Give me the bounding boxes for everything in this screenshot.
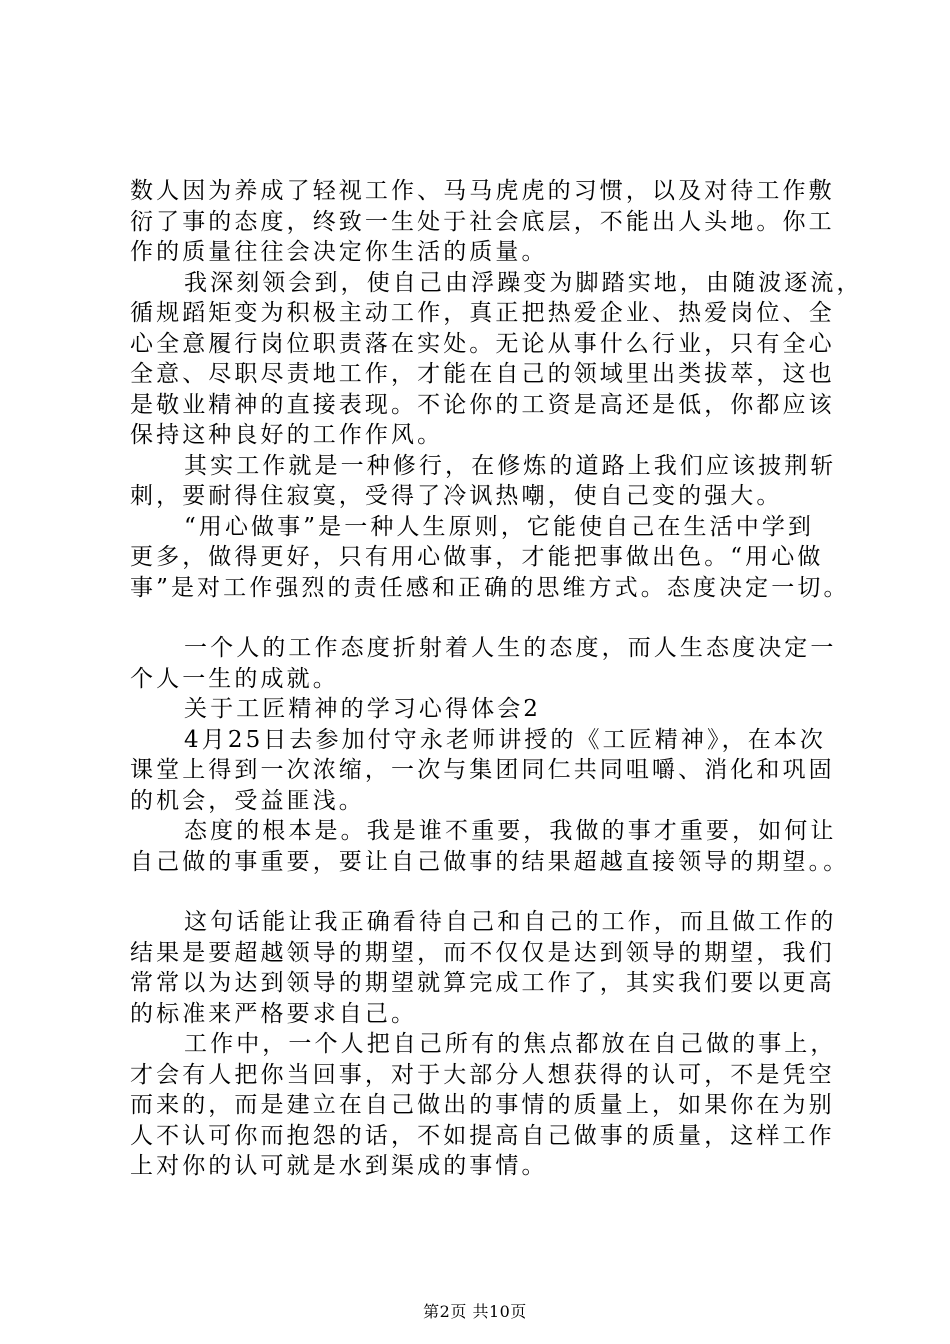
text-line: 心全意履行岗位职责落在实处。无论从事什么行业，只有全心 <box>130 330 835 357</box>
text-line: 课堂上得到一次浓缩，一次与集团同仁共同咀嚼、消化和巩固 <box>130 757 835 783</box>
text-line: 才会有人把你当回事，对于大部分人想获得的认可，不是凭空 <box>130 1061 835 1088</box>
text-line: 态度的根本是。我是谁不重要，我做的事才重要，如何让 <box>184 818 837 844</box>
text-line: 事”是对工作强烈的责任感和正确的思维方式。态度决定一切。 <box>130 574 850 601</box>
text-line: 更多，做得更好，只有用心做事，才能把事做出色。“用心做 <box>130 544 824 570</box>
text-line: 这句话能让我正确看待自己和自己的工作，而且做工作的 <box>184 909 837 935</box>
text-line: 而来的，而是建立在自己做出的事情的质量上，如果你在为别 <box>130 1092 835 1118</box>
text-line: 常常以为达到领导的期望就算完成工作了，其实我们要以更高 <box>130 970 835 996</box>
text-line: 上对你的认可就是水到渠成的事情。 <box>130 1153 548 1179</box>
text-line: 4月25日去参加付守永老师讲授的《工匠精神》，在本次 <box>184 726 826 753</box>
text-line: 的机会，受益匪浅。 <box>130 787 365 814</box>
text-line: 关于工匠精神的学习心得体会2 <box>184 696 542 722</box>
paragraph-spacer <box>130 877 840 907</box>
text-line: 结果是要超越领导的期望，而不仅仅是达到领导的期望，我们 <box>130 939 835 966</box>
text-line: 数人因为养成了轻视工作、马马虎虎的习惯，以及对待工作敷 <box>130 178 835 204</box>
text-line: 作的质量往往会决定你生活的质量。 <box>130 239 548 265</box>
document-body <box>130 176 863 1182</box>
text-line: 工作中，一个人把自己所有的焦点都放在自己做的事上， <box>184 1031 837 1057</box>
text-line: 自己做的事重要，要让自己做事的结果超越直接领导的期望。。 <box>130 848 850 875</box>
text-line: 刺，要耐得住寂寞，受得了冷讽热嘲，使自己变的强大。 <box>130 483 783 509</box>
text-line: 人不认可你而抱怨的话，不如提高自己做事的质量，这样工作 <box>130 1122 835 1149</box>
text-line: 我深刻领会到，使自己由浮躁变为脚踏实地，由随波逐流， <box>184 269 863 296</box>
text-line: 循规蹈矩变为积极主动工作，真正把热爱企业、热爱岗位、全 <box>130 300 835 326</box>
text-line: 其实工作就是一种修行，在修炼的道路上我们应该披荆斩 <box>184 452 837 479</box>
text-line: 一个人的工作态度折射着人生的态度，而人生态度决定一 <box>184 635 837 661</box>
text-line: 全意、尽职尽责地工作，才能在自己的领域里出类拔萃，这也 <box>130 361 835 387</box>
text-line: 保持这种良好的工作作风。 <box>130 422 444 448</box>
text-line: “用心做事”是一种人生原则，它能使自己在生活中学到 <box>184 513 815 540</box>
text-line: 是敬业精神的直接表现。不论你的工资是高还是低，你都应该 <box>130 391 835 418</box>
text-line: 的标准来严格要求自己。 <box>130 1000 418 1027</box>
text-line: 衍了事的态度，终致一生处于社会底层，不能出人头地。你工 <box>130 208 835 235</box>
text-line: 个人一生的成就。 <box>130 665 339 692</box>
paragraph-spacer <box>130 603 840 633</box>
page-footer: 第2页 共10页 <box>423 1302 527 1321</box>
